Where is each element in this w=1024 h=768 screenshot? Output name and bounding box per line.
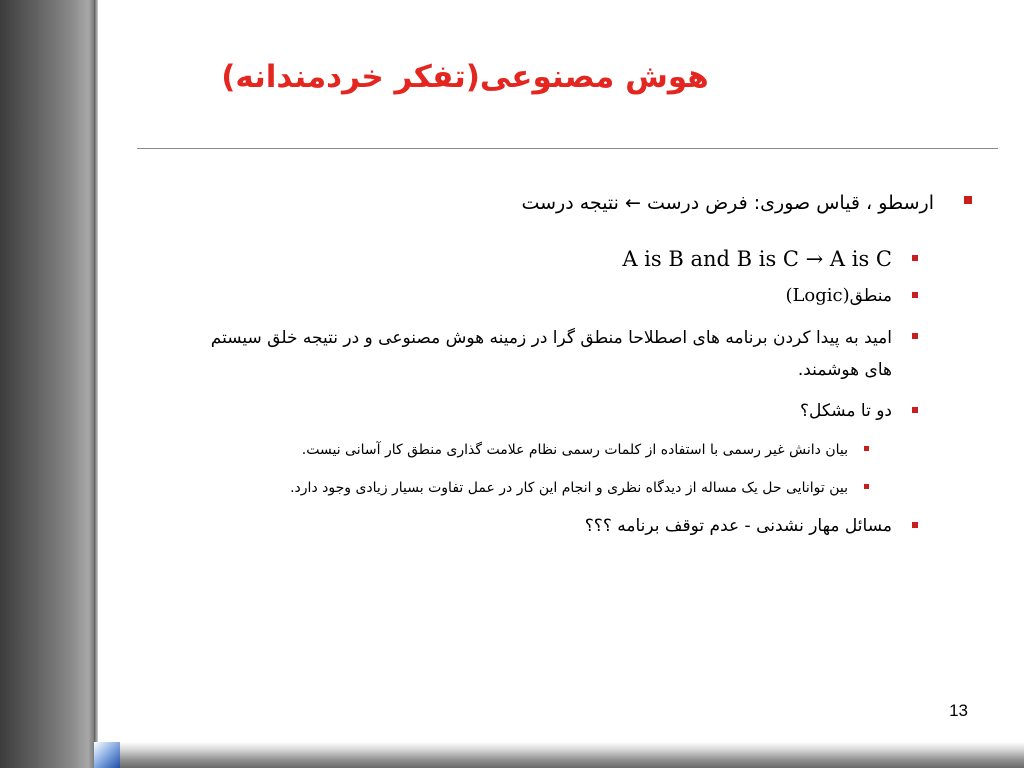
left-decorative-bar [0, 0, 96, 768]
list-item-logic-formula: A is B and B is C → A is C [622, 247, 892, 271]
logic-label-fa: منطق [849, 286, 892, 306]
slide-title: هوش مصنوعی(تفکر خردمندانه) [221, 59, 709, 95]
bullet-icon [964, 196, 972, 204]
title-divider [137, 148, 998, 149]
bullet-icon [864, 446, 869, 451]
list-item-logic [492, 282, 892, 310]
bullet-icon [912, 407, 918, 413]
list-item-level1: ارسطو ، قیاس صوری: فرض درست ← نتیجه درست [521, 192, 934, 214]
list-item-two-problems: دو تا مشکل؟ [799, 401, 892, 421]
left-bar-edge [94, 0, 98, 768]
list-item-hope: امید به پیدا کردن برنامه های اصطلاحا منطق گرا در زمینه هوش مصنوعی و در نتیجه خلق سیستم های هوشمند. [210, 328, 892, 380]
bullet-icon [912, 292, 918, 298]
logic-label-en: (Logic) [785, 285, 850, 306]
bullet-icon [912, 255, 918, 261]
list-item-problem-1: بیان دانش غیر رسمی با استفاده از کلمات رسمی نظام علامت گذاری منطق کار آسانی نیست. [301, 442, 848, 458]
list-item-intractable: مسائل مهار نشدنی - عدم توقف برنامه ؟؟؟ [584, 516, 892, 536]
bottom-accent [94, 742, 120, 768]
bullet-icon [912, 522, 918, 528]
bullet-icon [912, 333, 918, 339]
list-item-problem-2: بین توانایی حل یک مساله از دیدگاه نظری و انجام این کار در عمل تفاوت بسیار زیادی وجود دارد. [290, 480, 848, 496]
page-number: 13 [949, 701, 968, 720]
bullet-icon [864, 484, 869, 489]
bottom-decorative-bar [96, 742, 1024, 768]
